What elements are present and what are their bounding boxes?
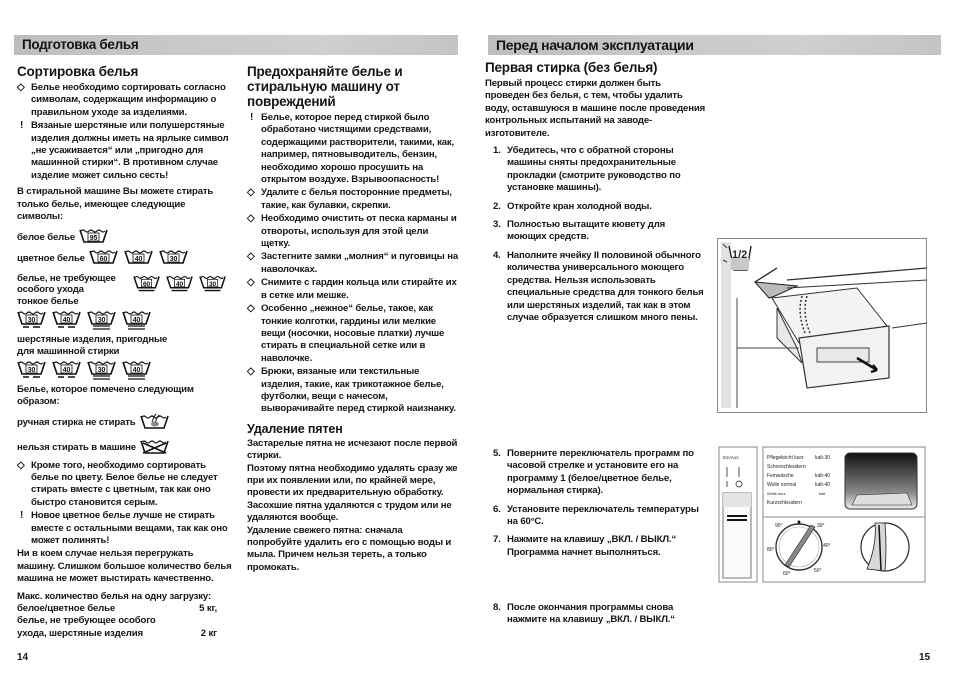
list-item: ◇ Снимите с гардин кольца или стирайте их в сетке или мешке. xyxy=(247,277,457,301)
section-header: Перед началом эксплуатации xyxy=(488,35,941,55)
warning-exclamation-icon: ! xyxy=(20,510,24,522)
control-panel-illustration xyxy=(717,445,927,590)
svg-text:40: 40 xyxy=(132,366,141,374)
symbol-row-white: белое белье 95 xyxy=(17,228,232,248)
stains-paragraph: Поэтому пятна необходимо удалять сразу же при их появлении или, по крайней мере, провести их предварительную обработку. Засохшие пятна удаляются с трудом или не удаляются вообще. xyxy=(247,462,458,524)
sorting-column xyxy=(17,64,232,640)
wash-30-double-icon xyxy=(87,360,117,380)
step-item: 4. Наполните ячейку II половиной обычного количества универсального моющего средства. Нельзя использовать специальные средства для тонкого белья или шерстяных изделий, так как в этом случае образуется слишком много пены. xyxy=(493,249,704,323)
svg-text:40: 40 xyxy=(62,316,71,324)
diamond-icon: ◇ xyxy=(247,187,255,199)
symbol-row-wool xyxy=(17,360,232,380)
page-15 xyxy=(477,0,954,678)
svg-text:40: 40 xyxy=(62,366,71,374)
step-8 xyxy=(493,602,713,633)
steps-list-b xyxy=(493,448,703,565)
wash-95-icon xyxy=(79,228,109,248)
wash-30-dashed-icon xyxy=(17,310,47,330)
svg-text:40: 40 xyxy=(176,281,184,289)
diamond-icon: ◇ xyxy=(247,251,255,263)
wash-60-gentle-icon xyxy=(133,274,161,294)
symbol-row-easy-care: белье, не требующее особого ухода 60 40 30 xyxy=(17,273,232,295)
dial-temp-label: 50° xyxy=(814,568,822,574)
diamond-icon: ◇ xyxy=(17,82,25,93)
marked-intro: Белье, которое помечено следующим образом: xyxy=(17,383,194,408)
no-machine-wash-row: нельзя стирать в машине xyxy=(17,439,232,459)
steps-list xyxy=(485,145,707,324)
wash-40-icon xyxy=(124,249,154,269)
program-temp: kalt-40 xyxy=(815,473,831,479)
warning-exclamation-icon: ! xyxy=(250,112,254,123)
wash-30-icon xyxy=(159,249,189,269)
hand-wash-row: ручная стирка не стирать xyxy=(17,412,232,436)
sorting-title: Сортировка белья xyxy=(17,64,139,79)
symbols-intro: В стиральной машине Вы можете стирать только белье, имеющее следующие символы: xyxy=(17,186,214,223)
diamond-icon: ◇ xyxy=(247,303,255,315)
program-name: Pflegeleicht kurz xyxy=(767,455,804,461)
list-item: ! Новое цветное белье лучше не стирать вместе с остальными вещами, так как оно может полинять! xyxy=(20,510,228,546)
step-item: 1. Убедитесь, что с обратной стороны машины сняты предохранительные прокладки (смотрите руководство по установке машины). xyxy=(493,145,681,194)
detergent-drawer-illustration xyxy=(717,238,927,413)
wash-40-double-icon xyxy=(122,360,152,380)
first-wash-intro: Первый процесс стирки должен быть проведен без белья, с тем, чтобы удалить воду, оставшуюся в машине после проведения контрольных испытаний на заводе-изготовителе. xyxy=(485,78,706,139)
list-item: ◇ Необходимо очистить от песка карманы и отвороты, используя для этой цели щетку. xyxy=(247,213,457,250)
list-item: ◇ Белье необходимо сортировать согласно символам, содержащим информацию о правильном уходе за изделиями. xyxy=(17,82,226,118)
list-item: ! Белье, которое перед стиркой было обработано чистящими средствами, содержащими растворители, такими, как, например, пятновыводитель, бензин, необходимо хорошо просушить на открытом воздухе. Взрывоопасность! xyxy=(250,112,455,186)
dial-temp-label: 60° xyxy=(783,571,791,577)
program-name: Wolle kurz xyxy=(767,491,786,496)
wash-30-dashed-icon xyxy=(17,360,47,380)
overload-warning: Ни в коем случае нельзя перегружать машину. Слишком большое количество белья машина не может выстирать качественно. xyxy=(17,548,232,585)
svg-text:40: 40 xyxy=(134,256,143,264)
list-item: ◇ Особенно „нежное“ белье, такое, как тонкие колготки, гардины или мелкие вещи (носочки, носовые платки) лучше стирать в специальной сетке или в наволочке. xyxy=(247,303,445,364)
svg-text:30: 30 xyxy=(97,366,106,374)
page-number: 15 xyxy=(919,652,931,663)
wash-40-dashed-icon xyxy=(52,360,82,380)
stains-paragraph: Удаление свежего пятна: сначала попробуйте удалить его с помощью воды и мыла. Причем нельзя тереть, а только промокать. xyxy=(247,524,452,573)
step-item: 2. Откройте кран холодной воды. xyxy=(493,200,652,212)
diamond-icon: ◇ xyxy=(247,366,255,378)
program-temp: kalt-30 xyxy=(815,455,831,461)
symbol-row-wool-label: шерстяные изделия, пригодные для машинной стирки xyxy=(17,333,168,358)
stains-title: Удаление пятен xyxy=(247,421,343,436)
svg-text:60: 60 xyxy=(143,281,151,289)
first-wash-column xyxy=(485,60,707,330)
stains-paragraph: Застарелые пятна не исчезают после первой стирки. xyxy=(247,437,458,462)
symbol-row-colored: цветное белье 60 40 30 xyxy=(17,249,232,269)
diamond-icon: ◇ xyxy=(247,277,255,289)
dial-temp-label: 40° xyxy=(823,543,831,549)
program-name: Wolle normal xyxy=(767,482,797,488)
wash-40-double-icon xyxy=(122,310,152,330)
dial-temp-label: 90° xyxy=(775,523,783,529)
list-item: ◇ Удалите с белья посторонние предметы, такие, как булавки, скрепки. xyxy=(247,187,452,211)
wash-30-gentle-icon xyxy=(199,274,227,294)
svg-text:30: 30 xyxy=(169,256,178,264)
program-name: Feinwäsche xyxy=(767,473,794,479)
wash-40-dashed-icon xyxy=(52,310,82,330)
protect-title: Предохраняйте белье и стиральную машину от повреждений xyxy=(247,64,403,109)
svg-text:40: 40 xyxy=(132,316,141,324)
first-wash-title: Первая стирка (без белья) xyxy=(485,60,658,75)
list-item: ! Вязаные шерстяные или полушерстяные изделия должны иметь на ярлыке символ „не усаживается“ или „пригодно для машинной стирки“. В противном случае изделие может сильно сесть! xyxy=(20,120,229,181)
max-load-row: белье, не требующее особого xyxy=(17,615,156,627)
measure-label: 1/2 xyxy=(732,249,748,261)
program-name: Schonschleudern xyxy=(767,464,806,470)
step-item: 3. Полностью вытащите кювету для моющих средств. xyxy=(493,219,666,243)
page-number: 14 xyxy=(17,652,29,663)
protect-column xyxy=(247,64,459,574)
step-item: 6. Установите переключатель температуры на 60°C. xyxy=(493,503,699,528)
program-name: Kurzschleudern xyxy=(767,500,802,506)
program-temp: kalt-40 xyxy=(815,482,831,488)
svg-text:30: 30 xyxy=(27,316,36,324)
max-load-row: белое/цветное белье 5 кг, xyxy=(17,602,217,614)
svg-text:30: 30 xyxy=(27,366,36,374)
wash-30-double-icon xyxy=(87,310,117,330)
diamond-icon: ◇ xyxy=(17,459,25,471)
symbol-row-delicates xyxy=(17,310,232,330)
warning-exclamation-icon: ! xyxy=(20,120,24,132)
list-item: ◇ Кроме того, необходимо сортировать белье по цвету. Белое белье не следует стирать вместе с цветным, так как оно быстро становится серым. xyxy=(17,459,218,508)
symbol-row-delicates-label: тонкое белье xyxy=(17,296,79,308)
on-off-switch-label: Ein/Aus xyxy=(723,455,739,460)
step-item: 5. Поверните переключатель программ по часовой стрелке и установите его на программу 1 (белое/цветное белье, нормальная стирка). xyxy=(493,448,694,497)
step-item: 8. После окончания программы снова нажмите на клавишу „ВКЛ. / ВЫКЛ.“ xyxy=(493,602,675,626)
step-item: 7. Нажмите на клавишу „ВКЛ. / ВЫКЛ.“ Программа начнет выполняться. xyxy=(493,534,677,558)
wash-40-gentle-icon xyxy=(166,274,194,294)
dial-temp-label: 80° xyxy=(767,547,775,553)
section-header: Подготовка белья xyxy=(14,35,458,55)
diamond-icon: ◇ xyxy=(247,213,255,225)
svg-text:60: 60 xyxy=(99,256,108,264)
program-temp: kalt xyxy=(819,491,826,496)
list-item: ◇ Брюки, вязаные или текстильные изделия, такие, как трикотажное белье, футболки, вещи с начесом, выворачивайте перед стиркой наизнанку. xyxy=(247,366,456,415)
explosion-hazard-emphasis: Взрывоопасность! xyxy=(351,174,440,186)
svg-text:30: 30 xyxy=(209,281,217,289)
svg-text:95: 95 xyxy=(89,235,98,243)
hand-wash-icon xyxy=(140,412,170,436)
max-load-title: Макс. количество белья на одну загрузку: xyxy=(17,590,212,602)
svg-text:30: 30 xyxy=(97,316,106,324)
do-not-wash-icon xyxy=(140,439,170,459)
dial-temp-label: 30° xyxy=(817,523,825,529)
max-load-row: ухода, шерстяные изделия 2 кг xyxy=(17,627,217,639)
wash-60-icon xyxy=(89,249,119,269)
list-item: ◇ Застегните замки „молния“ и пуговицы на наволочках. xyxy=(247,251,459,275)
